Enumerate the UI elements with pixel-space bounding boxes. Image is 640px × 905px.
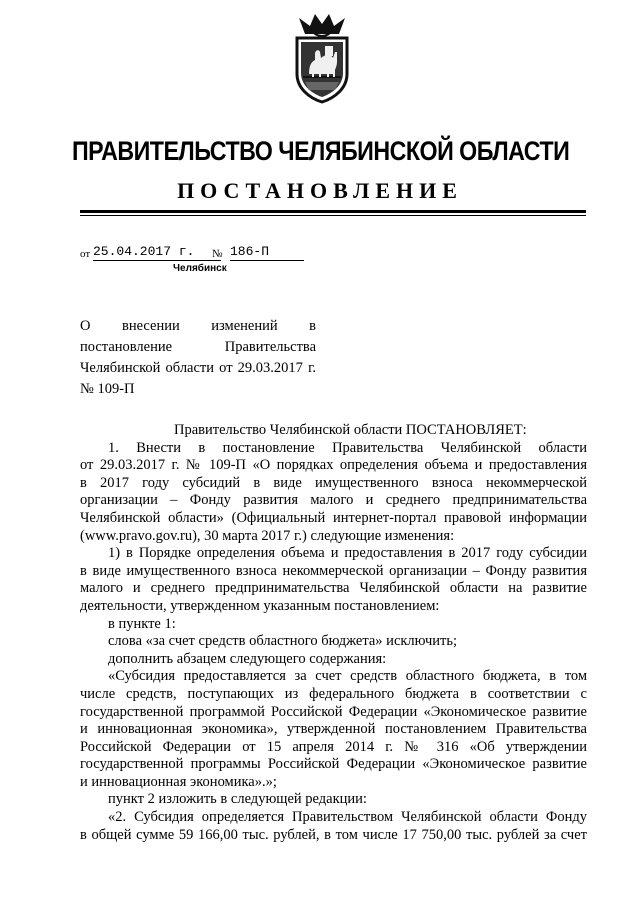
body-line: государственной программой Российской Федерации «Экономическое развитие: [80, 703, 587, 720]
body-line: «2. Субсидия определяется Правительством Челябинской области Фонду: [108, 809, 587, 826]
body-line: дополнить абзацем следующего содержания:: [108, 650, 387, 667]
body-line: в 2017 году субсидий в виде имущественного взноса некоммерческой: [80, 474, 587, 491]
body-line: Российской Федерации от 15 апреля 2014 г. № 316 «Об утверждении: [80, 738, 587, 755]
city-label: Челябинск: [173, 263, 227, 274]
body-line: и инновационная экономика», утвержденной постановлением Правительства: [80, 721, 587, 738]
body-line: (www.pravo.gov.ru), 30 марта 2017 г.) следующие изменения:: [80, 527, 455, 544]
document-type-title: ПОСТАНОВЛЕНИЕ: [177, 178, 463, 203]
coat-of-arms-icon: [291, 12, 353, 104]
body-line: слова «за счет средств областного бюджета» исключить;: [108, 633, 457, 650]
header-rule-thick: [80, 210, 586, 213]
body-line: и инновационная экономика».»;: [80, 773, 277, 790]
subject-line: Челябинской области от 29.03.2017 г.: [80, 360, 316, 376]
government-title: ПРАВИТЕЛЬСТВО ЧЕЛЯБИНСКОЙ ОБЛАСТИ: [72, 136, 570, 166]
body-line: 1. Внести в постановление Правительства Челябинской области: [108, 439, 587, 456]
body-line: в виде имущественного взноса некоммерческой организации – Фонду развития: [80, 562, 587, 579]
body-line: в пункте 1:: [108, 615, 176, 632]
document-date: 25.04.2017 г.: [93, 244, 221, 261]
body-line: пункт 2 изложить в следующей редакции:: [108, 791, 367, 808]
header-rule-thin: [80, 215, 586, 216]
body-line: от 29.03.2017 г. № 109-П «О порядках определения объема и предоставления: [80, 457, 587, 474]
subject-line: постановление Правительства: [80, 339, 316, 355]
body-line: числе средств, поступающих из федерального бюджета в соответствии с: [80, 685, 587, 702]
body-line: 1) в Порядке определения объема и предоставления в 2017 году субсидии: [108, 545, 587, 562]
document-body: [80, 422, 587, 844]
subject-line: О внесении изменений в: [80, 318, 316, 334]
body-line: Челябинской области» (Официальный интернет-портал правовой информации: [80, 509, 587, 526]
document-number: 186-П: [230, 244, 304, 261]
body-line: организации – Фонду развития малого и среднего предпринимательства: [80, 492, 587, 509]
body-line: государственной программы Российской Федерации «Экономическое развитие: [80, 756, 587, 773]
body-line: деятельности, утвержденном указанным постановлением:: [80, 597, 440, 614]
body-line: в общей сумме 59 166,00 тыс. рублей, в том числе 17 750,00 тыс. рублей за счет: [80, 826, 587, 843]
document-subject: [80, 316, 316, 400]
date-prefix: от: [80, 248, 91, 260]
subject-line: № 109-П: [80, 381, 135, 397]
number-prefix: №: [212, 248, 223, 260]
preamble: Правительство Челябинской области ПОСТАНОВЛЯЕТ:: [174, 422, 527, 438]
body-line: малого и среднего предпринимательства Челябинской области на развитие: [80, 580, 587, 597]
body-line: «Субсидия предоставляется за счет средств областного бюджета, в том: [108, 668, 587, 685]
